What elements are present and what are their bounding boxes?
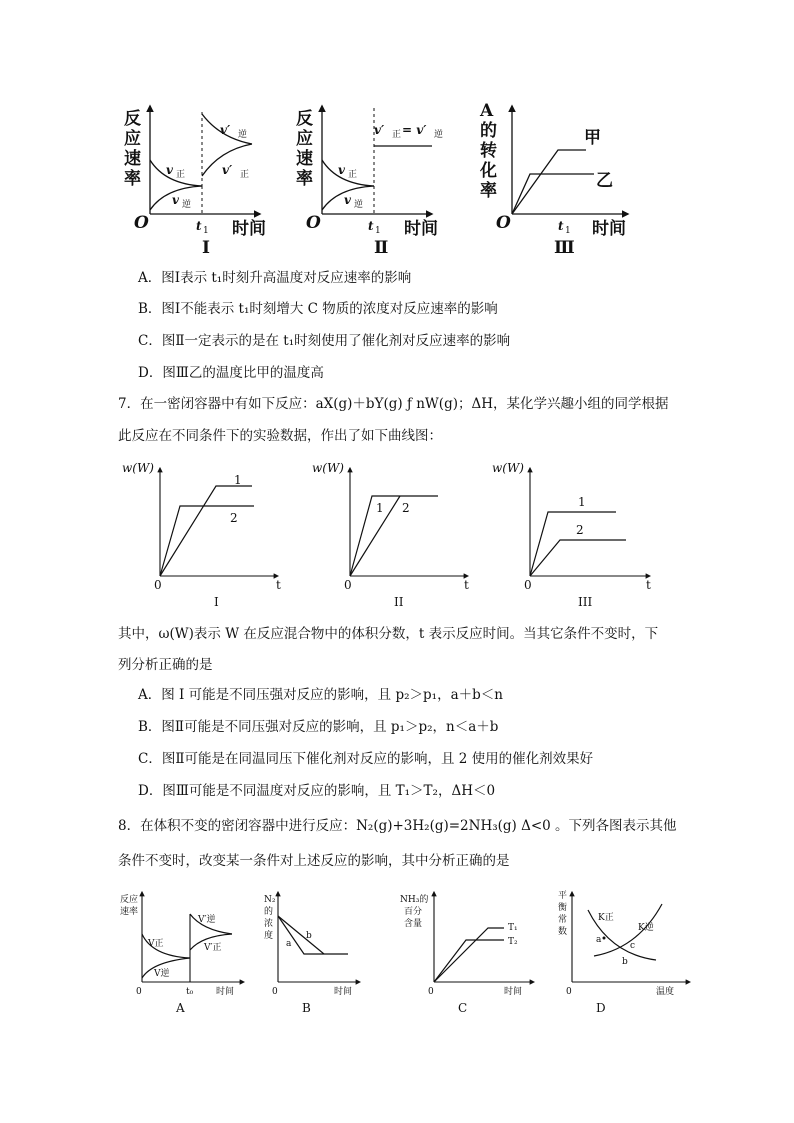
q8a-origin: 0: [136, 987, 142, 997]
q8d-letter: D: [596, 1001, 606, 1015]
q8d-k-ni: K逆: [638, 923, 654, 933]
g2-numeral: Ⅱ: [374, 238, 389, 258]
q7-g3-line-1: [530, 512, 616, 576]
q8-graph-b: [264, 892, 360, 1015]
g2-eq-mid: = v′: [402, 123, 427, 137]
q8b-line-b: [278, 916, 324, 954]
q8d-b: b: [622, 957, 628, 967]
g1-v-zheng-label: v: [166, 163, 173, 177]
q8b-letter: B: [302, 1001, 311, 1015]
q7-option-d: D．图Ⅲ可能是不同温度对反应的影响，且 T₁＞T₂，ΔH＜0: [138, 783, 496, 799]
q8-graph-d: [558, 890, 690, 1015]
q7-g3-line-2: [530, 540, 626, 576]
g3-jia: 甲: [584, 128, 601, 148]
q8d-a: a: [596, 935, 602, 945]
q8c-xlabel: 时间: [504, 987, 523, 997]
q8c-t1: T₁: [508, 923, 518, 933]
q8d-ylabel-3: 常: [558, 915, 568, 925]
q7-g2-ylabel: w(W): [312, 461, 344, 475]
q7-g1-l2: 2: [230, 511, 238, 525]
q7-after-line2: 列分析正确的是: [118, 657, 213, 673]
q8c-line-t1: [434, 928, 504, 982]
g1-ylabel-3: 速: [124, 149, 141, 169]
q7-g2-l2: 2: [402, 501, 410, 515]
g2-xlabel: 时间: [404, 219, 438, 239]
g2-v-zheng-sub: 正: [348, 170, 358, 180]
q8c-ylabel-2: 百分: [404, 907, 423, 917]
q8c-ylabel-3: 含量: [404, 919, 423, 929]
g1-t1-sub: 1: [203, 226, 209, 236]
q7-stem-line2: 此反应在不同条件下的实验数据，作出了如下曲线图：: [118, 428, 442, 444]
q6-option-d: D．图Ⅲ乙的温度比甲的温度高: [138, 365, 324, 381]
q8-graph-a: [120, 892, 244, 1015]
q8a-letter: A: [176, 1001, 185, 1015]
q7-graphs: [118, 456, 678, 612]
g1-t1: t: [196, 219, 202, 233]
g1-v-zheng-sub: 正: [176, 170, 186, 180]
g2-ylabel-2: 应: [296, 129, 313, 149]
q8b-ylabel-1: N₂: [264, 895, 276, 905]
q7-g3-ylabel: w(W): [492, 461, 524, 475]
q8b-ylabel-4: 度: [264, 931, 274, 941]
q8b-origin: 0: [272, 987, 278, 997]
q8d-c: c: [630, 941, 636, 951]
q7-g1-line-1: [160, 486, 252, 576]
q7-g2-numeral: II: [394, 595, 404, 609]
g3-yi-line: [512, 174, 594, 214]
g2-t1-sub: 1: [375, 226, 381, 236]
q8c-letter: C: [458, 1001, 468, 1015]
q7-g1-ylabel: w(W): [122, 461, 154, 475]
q8d-ylabel-2: 衡: [558, 903, 568, 913]
q8-graphs: [120, 884, 700, 1018]
q7-g3-l2: 2: [576, 523, 584, 537]
g2-ylabel-4: 率: [296, 169, 313, 189]
q7-graph-1: [122, 461, 281, 609]
g3-ylabel-3: 转: [480, 141, 497, 161]
g3-xlabel: 时间: [592, 219, 626, 239]
q8b-ylabel-2: 的: [264, 907, 274, 917]
q7-g1-numeral: I: [214, 595, 219, 609]
q7-option-a: A．图 I 可能是不同压强对反应的影响，且 p₂＞p₁，a＋b＜n: [138, 687, 503, 703]
g3-numeral: Ⅲ: [554, 238, 575, 258]
q8a-vp-ni-label: V′逆: [198, 915, 216, 925]
q7-g3-origin: 0: [524, 578, 532, 592]
q8c-ylabel-1: NH₃的: [400, 895, 429, 905]
g3-ylabel-1: A: [480, 101, 494, 121]
q7-option-b: B．图Ⅱ可能是不同压强对反应的影响，且 p₁＞p₂，n＜a＋b: [138, 719, 499, 735]
fig6-graphs: [110, 98, 650, 260]
q7-g2-line-2: [350, 496, 400, 576]
q8d-origin: 0: [566, 987, 572, 997]
q7-option-c: C．图Ⅱ可能是在同温同压下催化剂对反应的影响，且 2 使用的催化剂效果好: [138, 751, 594, 767]
g2-v-ni-label: v: [344, 193, 351, 207]
q7-g3-xlabel: t: [646, 578, 651, 592]
q8d-point-a: [603, 937, 606, 940]
q7-g2-l1: 1: [376, 501, 384, 515]
q6-option-b: B．图Ⅰ不能表示 t₁时刻增大 C 物质的浓度对反应速率的影响: [138, 301, 498, 317]
q8a-ylabel-2: 速率: [120, 907, 139, 917]
g1-ylabel-1: 反: [124, 109, 141, 129]
q7-g2-line-1: [350, 496, 438, 576]
q8c-origin: 0: [428, 987, 434, 997]
q7-g2-xlabel: t: [464, 578, 469, 592]
g1-ylabel-2: 应: [124, 129, 141, 149]
q7-g1-l1: 1: [234, 473, 242, 487]
q7-graph-2: [312, 461, 469, 609]
q8b-xlabel: 时间: [334, 987, 353, 997]
g2-v-zheng-label: v: [338, 163, 345, 177]
q7-g1-origin: 0: [154, 578, 162, 592]
q6-option-a: A．图Ⅰ表示 t₁时刻升高温度对反应速率的影响: [138, 270, 412, 286]
q6-option-c: C．图Ⅱ一定表示的是在 t₁时刻使用了催化剂对反应速率的影响: [138, 333, 511, 349]
g1-v-ni-label: v: [172, 193, 179, 207]
fig6-graph-3: [479, 101, 628, 258]
q8b-ylabel-3: 浓: [264, 919, 274, 929]
fig6-graph-1: [124, 106, 266, 258]
g3-ylabel-4: 化: [480, 161, 497, 181]
q8-graph-c: [400, 892, 534, 1015]
q7-g3-l1: 1: [578, 495, 586, 509]
g1-vp-zheng-sub: 正: [240, 170, 250, 180]
q8d-ylabel-1: 平: [558, 891, 568, 901]
q8a-v-zheng-label: V正: [148, 939, 164, 949]
q8d-xlabel: 温度: [656, 987, 675, 997]
q7-g1-line-2: [160, 506, 254, 576]
q8-stem-line1: 8．在体积不变的密闭容器中进行反应：N₂(g)+3H₂(g)=2NH₃(g) Δ<0 。下列各图表示其他: [118, 818, 677, 834]
q8c-t2: T₂: [508, 937, 518, 947]
q8b-b: b: [306, 931, 312, 941]
g2-origin: O: [306, 213, 321, 233]
q7-g3-numeral: III: [578, 595, 593, 609]
g3-t1-sub: 1: [565, 226, 571, 236]
q8d-k-zheng: K正: [598, 913, 614, 923]
q8d-ylabel-4: 数: [558, 927, 568, 937]
g1-ylabel-4: 率: [124, 169, 141, 189]
g3-yi: 乙: [596, 171, 613, 191]
g1-origin: O: [134, 213, 149, 233]
g2-ylabel-1: 反: [296, 109, 313, 129]
g2-eq-left-sub: 正: [392, 130, 402, 140]
q8a-ylabel-1: 反应: [120, 895, 139, 905]
g1-v-ni-sub: 逆: [182, 200, 192, 210]
g1-vp-ni-sub: 逆: [238, 130, 248, 140]
q8a-xlabel: 时间: [216, 987, 235, 997]
g2-eq-left: v′: [374, 123, 385, 137]
q7-after-line1: 其中，ω(W)表示 W 在反应混合物中的体积分数，t 表示反应时间。当其它条件不变时，下: [118, 626, 659, 642]
g1-numeral: Ⅰ: [202, 238, 210, 258]
g2-t1: t: [368, 219, 374, 233]
q7-g2-origin: 0: [344, 578, 352, 592]
g3-jia-line: [512, 150, 586, 214]
q7-g1-xlabel: t: [276, 578, 281, 592]
g3-t1: t: [558, 219, 564, 233]
g1-vp-zheng-label: v′: [222, 163, 233, 177]
g3-origin: O: [496, 213, 511, 233]
q8b-a: a: [286, 939, 292, 949]
g1-xlabel: 时间: [232, 219, 266, 239]
q7-graph-3: [492, 461, 651, 609]
q8-stem-line2: 条件不变时，改变某一条件对上述反应的影响，其中分析正确的是: [118, 853, 510, 869]
q8a-v-ni-label: V逆: [154, 969, 170, 979]
g2-ylabel-3: 速: [296, 149, 313, 169]
g1-vp-ni-label: v′: [220, 123, 231, 137]
fig6-graph-2: [296, 106, 443, 258]
q7-stem-line1: 7．在一密闭容器中有如下反应：aX(g)＋bY(g) ƒ nW(g)；ΔH，某化学兴趣小组的同学根据: [118, 396, 669, 412]
g3-ylabel-2: 的: [480, 121, 497, 141]
g2-v-ni-sub: 逆: [354, 200, 364, 210]
q8a-t0: t₀: [186, 987, 194, 997]
g2-eq-right-sub: 逆: [434, 130, 444, 140]
g3-ylabel-5: 率: [480, 181, 497, 201]
q8a-vp-zheng-label: V′正: [204, 943, 222, 953]
